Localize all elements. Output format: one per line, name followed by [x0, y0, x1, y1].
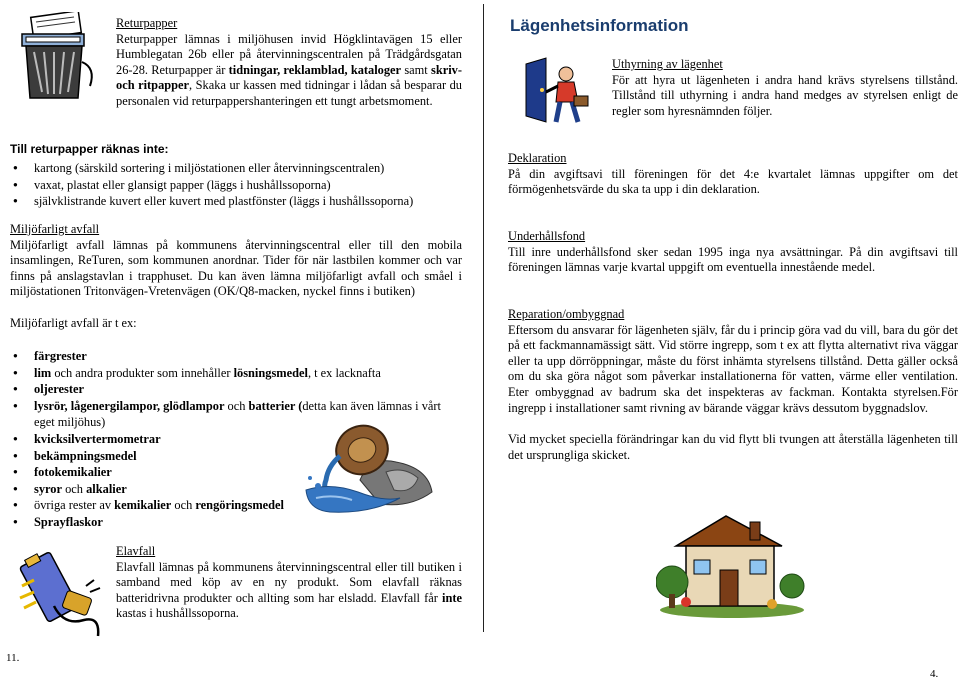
reparation-text-2: Vid mycket speciella förändringar kan du vid flytt bli tvungen att återställa lägenheten till det ursprungliga skicket. [508, 432, 958, 462]
page-number-left: 11. [6, 652, 20, 664]
not-counted-section [10, 141, 470, 210]
underhall-heading: Underhållsfond [508, 229, 586, 243]
list-item: ● självklistrande kuvert eller kuvert med plastfönster (läggs i hushållssoporna) [10, 193, 470, 210]
elavfall-text-2: kastas i hushållssoporna. [116, 606, 239, 621]
reparation-heading: Reparation/ombyggnad [508, 307, 625, 321]
deklaration-heading: Deklaration [508, 151, 567, 165]
underhall-text: Till inre underhållsfond sker sedan 1995 inga nya avsättningar. På din avgiftsavi till föreningen lämnas varje kvartal uppgift om eventuella innestående medel. [508, 244, 958, 275]
house-icon [656, 506, 808, 620]
list-item: ● kartong (särskild sortering i miljöstationen eller återvinningscentralen) [10, 160, 470, 177]
not-counted-list [10, 160, 470, 210]
list-item: ● vaxat, plastat eller glansigt papper (läggs i hushållssoporna) [10, 177, 470, 194]
hazardous-section [10, 222, 462, 332]
page-number-right: 4. [930, 668, 939, 680]
elavfall-bold: inte [442, 590, 462, 605]
deklaration-text: På din avgiftsavi till föreningen för det 4:e kvartalet lämnas uppgifter om det förmögenhetsvärde du ska ta upp i din deklaration. [508, 166, 958, 197]
not-counted-heading: Till returpapper räknas inte: [10, 142, 169, 156]
returpapper-text-2: samt [404, 62, 428, 77]
hazardous-list-intro: Miljöfarligt avfall är t ex: [10, 315, 137, 330]
column-divider [483, 4, 484, 632]
elavfall-heading: Elavfall [116, 544, 156, 558]
list-item: ● bekämpningsmedel [10, 448, 462, 465]
battery-plug-icon [14, 546, 106, 642]
list-item: ● syror och alkalier [10, 481, 462, 498]
person-at-door-icon [516, 56, 596, 126]
elavfall-text: Elavfall lämnas på kommunens återvinningscentral eller till butiken i samband med köp av en ny produkt. Som elavfall räknas batteridrivna produkter och allting som har elsladd. Elavfall får [116, 559, 462, 605]
reparation-section [508, 307, 958, 463]
uthyrning-text: För att hyra ut lägenheten i andra hand krävs styrelsens tillstånd. Tillstånd till uthyrning i andra hand medges av styrelsen enligt de regler som hyresnämnden följer. [612, 72, 958, 118]
elavfall-section [116, 544, 462, 622]
uthyrning-section [612, 57, 958, 119]
returpapper-text: Returpapper lämnas i miljöhusen invid Högklintavägen 15 eller Humblegatan 26b eller på återvinningscentralen på Trädgårdsgatan 26-28. Returpapper är [116, 31, 462, 77]
list-item: ● fotokemikalier [10, 464, 462, 481]
returpapper-text-3: , Skaka ur kassen med tidningar i lådan så besparar du personalen vid returpappershanteringen ett tungt arbetsmoment. [116, 78, 462, 108]
toxic-spill-icon [300, 416, 440, 516]
returpapper-bold-1: tidningar, reklamblad, kataloger [228, 62, 402, 77]
list-item: ● Sprayflaskor [10, 514, 462, 531]
hazardous-text: Miljöfarligt avfall lämnas på kommunens återvinningscentral eller till den mobila insamlingen, ReTuren, som kommunen anordnar. Tider för när lastbilen kommer och var finns på anslagstavlan i trapphuset. Du kan även lämna miljöfarligt avfall och småel i miljöstationen Tritonvägen-Vretenvägen (OK/Q8-macken, nyckel finns i butiken) [10, 237, 462, 299]
list-item: ● övriga rester av kemikalier och rengöringsmedel [10, 497, 462, 514]
reparation-text: Eftersom du ansvarar för lägenheten själv, får du i princip göra vad du vill, bara du gör det på ett fackmannamässigt sätt. Vid större ingrepp, som t ex att flytta alternativt riva väggar eller ta upp dörröppningar, måste du först inhämta styrelsens tillstånd. Detta gäller också om du ska göra något som påverkar installationerna för vatten, värme eller ventilation. Eter ombyggnad av badrum ska det inspekteras av fackman. Kontakta styrelsen.För ingrepp i installationer samt rivning av bärande väggar krävs dessutom byggnadslov. [508, 322, 958, 415]
list-item: ● kvicksilvertermometrar [10, 431, 462, 448]
uthyrning-heading: Uthyrning av lägenhet [612, 57, 723, 71]
returpapper-heading: Returpapper [116, 16, 178, 30]
deklaration-section [508, 151, 958, 198]
paper-recycling-icon [12, 12, 104, 104]
underhall-section [508, 229, 958, 276]
page-title: Lägenhetsinformation [510, 16, 689, 35]
list-item: ● färgrester [10, 348, 462, 365]
returpapper-section [116, 16, 462, 110]
returpapper-bold-2: skriv- och ritpapper [116, 62, 462, 93]
list-item: ● lysrör, lågenergilampor, glödlampor och batterier (detta kan även lämnas i vårt eget miljöhus) [10, 398, 462, 431]
list-item: ● oljerester [10, 381, 462, 398]
hazardous-heading: Miljöfarligt avfall [10, 222, 100, 236]
list-item: ● lim och andra produkter som innehåller lösningsmedel, t ex lacknafta [10, 365, 462, 382]
